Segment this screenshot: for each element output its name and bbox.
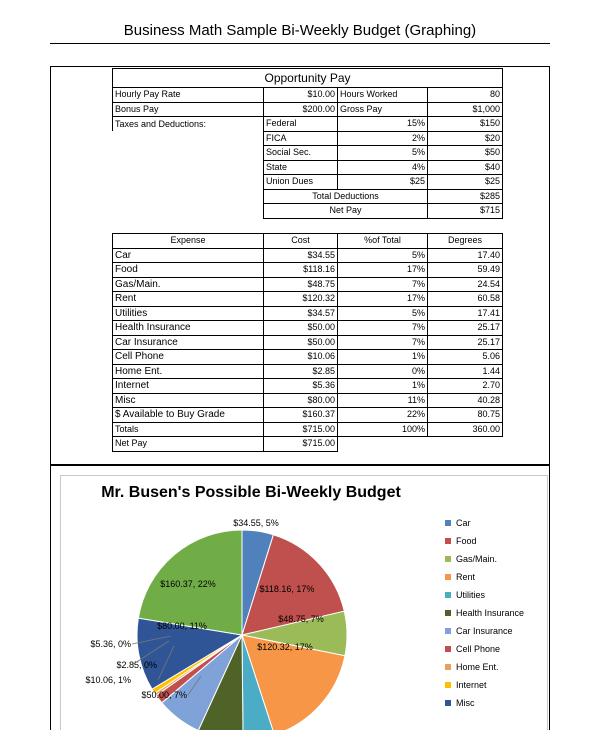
legend-swatch [445,610,451,616]
table-row [113,189,503,204]
legend-swatch [445,700,451,706]
expense-table [112,233,503,452]
legend-swatch [445,682,451,688]
net-pay-label: Net Pay [264,204,428,219]
expense-name: $ Available to Buy Grade [113,408,264,423]
legend-swatch [445,556,451,562]
expense-name: Internet [113,379,264,394]
table-row [113,160,503,175]
expense-degrees: 59.49 [428,263,503,278]
legend-item [445,694,524,712]
legend-label: Utilities [456,590,486,600]
opportunity-pay-heading: Opportunity Pay [113,69,503,88]
expense-degrees: 5.06 [428,350,503,365]
slice-label: $5.36, 0% [90,639,131,649]
deduction-amount: $40 [428,160,503,175]
table-row [113,131,503,146]
deduction-name: Union Dues [264,175,338,190]
deduction-name: State [264,160,338,175]
table-row [113,175,503,190]
legend-label: Rent [456,572,476,582]
expense-cost: $2.85 [264,364,338,379]
net-pay-value: $715 [428,204,503,219]
expense-cost: $160.37 [264,408,338,423]
hours-worked-value: 80 [428,88,503,103]
expense-percent: 1% [338,379,428,394]
deduction-amount: $20 [428,131,503,146]
deduction-rate: 4% [338,160,428,175]
chart-legend [445,514,524,712]
expense-percent: 1% [338,350,428,365]
legend-item [445,568,524,586]
expense-degrees: 80.75 [428,408,503,423]
totals-label: Totals [113,422,264,437]
expense-name: Car Insurance [113,335,264,350]
slice-label: $10.06, 1% [85,675,131,685]
expense-degrees: 24.54 [428,277,503,292]
expense-name: Gas/Main. [113,277,264,292]
hours-worked-label: Hours Worked [338,88,428,103]
table-row [113,146,503,161]
bonus-pay-value: $200.00 [264,102,338,117]
table-row [113,117,503,132]
net-pay-row [113,437,503,452]
column-header: %of Total [338,234,428,249]
expense-cost: $80.00 [264,393,338,408]
expense-cost: $34.55 [264,248,338,263]
deduction-rate: 2% [338,131,428,146]
slice-label: $80.00, 11% [157,621,207,631]
table-row [113,350,503,365]
bonus-pay-label: Bonus Pay [113,102,264,117]
slice-label: $48.75, 7% [278,614,324,624]
expense-name: Misc [113,393,264,408]
gross-pay-label: Gross Pay [338,102,428,117]
table-header-row [113,234,503,249]
document-title: Business Math Sample Bi-Weekly Budget (Graphing) [123,22,477,39]
expense-percent: 5% [338,248,428,263]
column-header: Degrees [428,234,503,249]
table-row [113,393,503,408]
expense-cost: $48.75 [264,277,338,292]
expense-name: Home Ent. [113,364,264,379]
legend-label: Gas/Main. [456,554,498,564]
deduction-name: Federal [264,117,338,132]
legend-label: Home Ent. [456,662,499,672]
expense-cost: $118.16 [264,263,338,278]
expense-degrees: 17.40 [428,248,503,263]
expense-percent: 17% [338,263,428,278]
table-row [113,248,503,263]
hourly-pay-rate-label: Hourly Pay Rate [113,88,264,103]
totals-percent: 100% [338,422,428,437]
expense-degrees: 17.41 [428,306,503,321]
legend-label: Food [456,536,477,546]
expense-name: Food [113,263,264,278]
legend-item [445,658,524,676]
net-pay-row-label: Net Pay [113,437,264,452]
legend-label: Misc [456,698,475,708]
legend-item [445,532,524,550]
table-row [113,204,503,219]
totals-cost: $715.00 [264,422,338,437]
legend-item [445,676,524,694]
legend-item [445,586,524,604]
frame-divider [50,464,550,466]
table-row [113,292,503,307]
expense-cost: $50.00 [264,321,338,336]
legend-item [445,604,524,622]
table-row [113,102,503,117]
title-rule [50,43,550,44]
expense-cost: $120.32 [264,292,338,307]
table-row [113,364,503,379]
slice-label: $2.85, 0% [116,660,157,670]
deduction-rate: 5% [338,146,428,161]
hourly-pay-rate-value: $10.00 [264,88,338,103]
expense-cost: $10.06 [264,350,338,365]
legend-swatch [445,520,451,526]
deduction-rate: $25 [338,175,428,190]
expense-percent: 7% [338,277,428,292]
taxes-label: Taxes and Deductions: [113,117,264,132]
legend-label: Cell Phone [456,644,501,654]
legend-swatch [445,538,451,544]
deduction-amount: $25 [428,175,503,190]
table-row [113,263,503,278]
slice-label: $120.32, 17% [257,642,313,652]
expense-percent: 7% [338,335,428,350]
slice-label: $160.37, 22% [160,579,216,589]
expense-percent: 0% [338,364,428,379]
deduction-amount: $50 [428,146,503,161]
legend-swatch [445,646,451,652]
expense-degrees: 1.44 [428,364,503,379]
expense-degrees: 2.70 [428,379,503,394]
chart-title: Mr. Busen's Possible Bi-Weekly Budget [101,484,401,501]
legend-item [445,550,524,568]
table-row [113,321,503,336]
expense-name: Car [113,248,264,263]
totals-row [113,422,503,437]
expense-percent: 7% [338,321,428,336]
opportunity-pay-table [112,68,503,219]
table-row [113,69,503,88]
gross-pay-value: $1,000 [428,102,503,117]
legend-swatch [445,592,451,598]
expense-percent: 11% [338,393,428,408]
expense-degrees: 60.58 [428,292,503,307]
expense-degrees: 25.17 [428,321,503,336]
table-row [113,408,503,423]
pie-chart-panel [60,475,548,730]
expense-name: Cell Phone [113,350,264,365]
table-row [113,277,503,292]
expense-degrees: 40.28 [428,393,503,408]
total-deductions-value: $285 [428,189,503,204]
legend-label: Health Insurance [456,608,525,618]
expense-degrees: 25.17 [428,335,503,350]
deduction-amount: $150 [428,117,503,132]
expense-percent: 17% [338,292,428,307]
totals-degrees: 360.00 [428,422,503,437]
deduction-name: Social Sec. [264,146,338,161]
column-header: Expense [113,234,264,249]
legend-label: Car Insurance [456,626,513,636]
expense-name: Utilities [113,306,264,321]
legend-swatch [445,664,451,670]
slice-label: $50.00, 7% [141,690,187,700]
expense-percent: 5% [338,306,428,321]
expense-cost: $50.00 [264,335,338,350]
expense-percent: 22% [338,408,428,423]
expense-name: Health Insurance [113,321,264,336]
expense-cost: $5.36 [264,379,338,394]
legend-label: Car [456,518,471,528]
legend-item [445,514,524,532]
slice-label: $118.16, 17% [259,584,315,594]
net-pay-row-value: $715.00 [264,437,338,452]
slice-label: $34.55, 5% [233,518,279,528]
table-row [113,335,503,350]
table-row [113,306,503,321]
legend-label: Internet [456,680,487,690]
legend-swatch [445,574,451,580]
total-deductions-label: Total Deductions [264,189,428,204]
table-row [113,88,503,103]
deduction-name: FICA [264,131,338,146]
column-header: Cost [264,234,338,249]
expense-name: Rent [113,292,264,307]
deduction-rate: 15% [338,117,428,132]
legend-item [445,622,524,640]
legend-item [445,640,524,658]
table-row [113,379,503,394]
expense-cost: $34.57 [264,306,338,321]
legend-swatch [445,628,451,634]
